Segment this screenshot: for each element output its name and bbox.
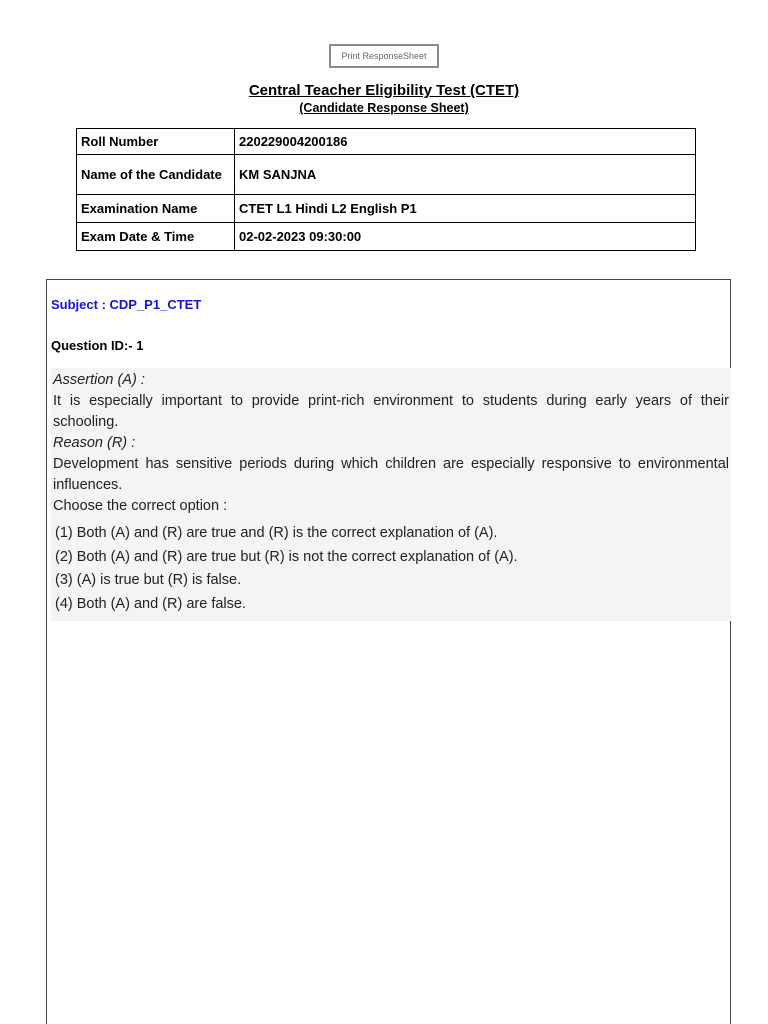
exam-name-value: CTET L1 Hindi L2 English P1 xyxy=(235,195,696,223)
reason-text: Development has sensitive periods during which children are especially responsive to environmental influences. xyxy=(53,456,729,493)
question-body xyxy=(51,368,731,621)
table-row xyxy=(77,195,696,223)
table-row xyxy=(77,129,696,155)
option-1: (1) Both (A) and (R) are true and (R) is the correct explanation of (A). xyxy=(55,525,498,541)
option-4: (4) Both (A) and (R) are false. xyxy=(55,595,246,612)
header xyxy=(0,82,768,116)
candidate-name-label: Name of the Candidate xyxy=(77,155,235,195)
print-response-sheet-button[interactable]: Print ResponseSheet xyxy=(329,44,438,68)
page-title: Central Teacher Eligibility Test (CTET) xyxy=(248,82,520,99)
page-subtitle: (Candidate Response Sheet) xyxy=(299,101,469,115)
subject-heading: Subject : CDP_P1_CTET xyxy=(51,297,202,312)
roll-number-label: Roll Number xyxy=(77,129,235,155)
question-prompt: Choose the correct option : xyxy=(53,498,228,514)
exam-datetime-label: Exam Date & Time xyxy=(77,223,235,251)
assertion-text: It is especially important to provide print-rich environment to students during early years of their schooling. xyxy=(53,393,729,430)
roll-number-value: 220229004200186 xyxy=(235,129,696,155)
assertion-heading: Assertion (A) : xyxy=(53,372,145,388)
table-row xyxy=(77,155,696,195)
exam-name-label: Examination Name xyxy=(77,195,235,223)
candidate-info-table xyxy=(76,128,696,251)
options-list xyxy=(53,523,729,614)
reason-heading: Reason (R) : xyxy=(53,435,136,451)
print-bar xyxy=(0,44,768,68)
table-row xyxy=(77,223,696,251)
exam-datetime-value: 02-02-2023 09:30:00 xyxy=(235,223,696,251)
option-3: (3) (A) is true but (R) is false. xyxy=(55,572,242,588)
question-panel xyxy=(46,279,731,1024)
candidate-name-value: KM SANJNA xyxy=(235,155,696,195)
option-2: (2) Both (A) and (R) are true but (R) is not the correct explanation of (A). xyxy=(55,548,518,565)
question-id: Question ID:- 1 xyxy=(51,338,144,353)
